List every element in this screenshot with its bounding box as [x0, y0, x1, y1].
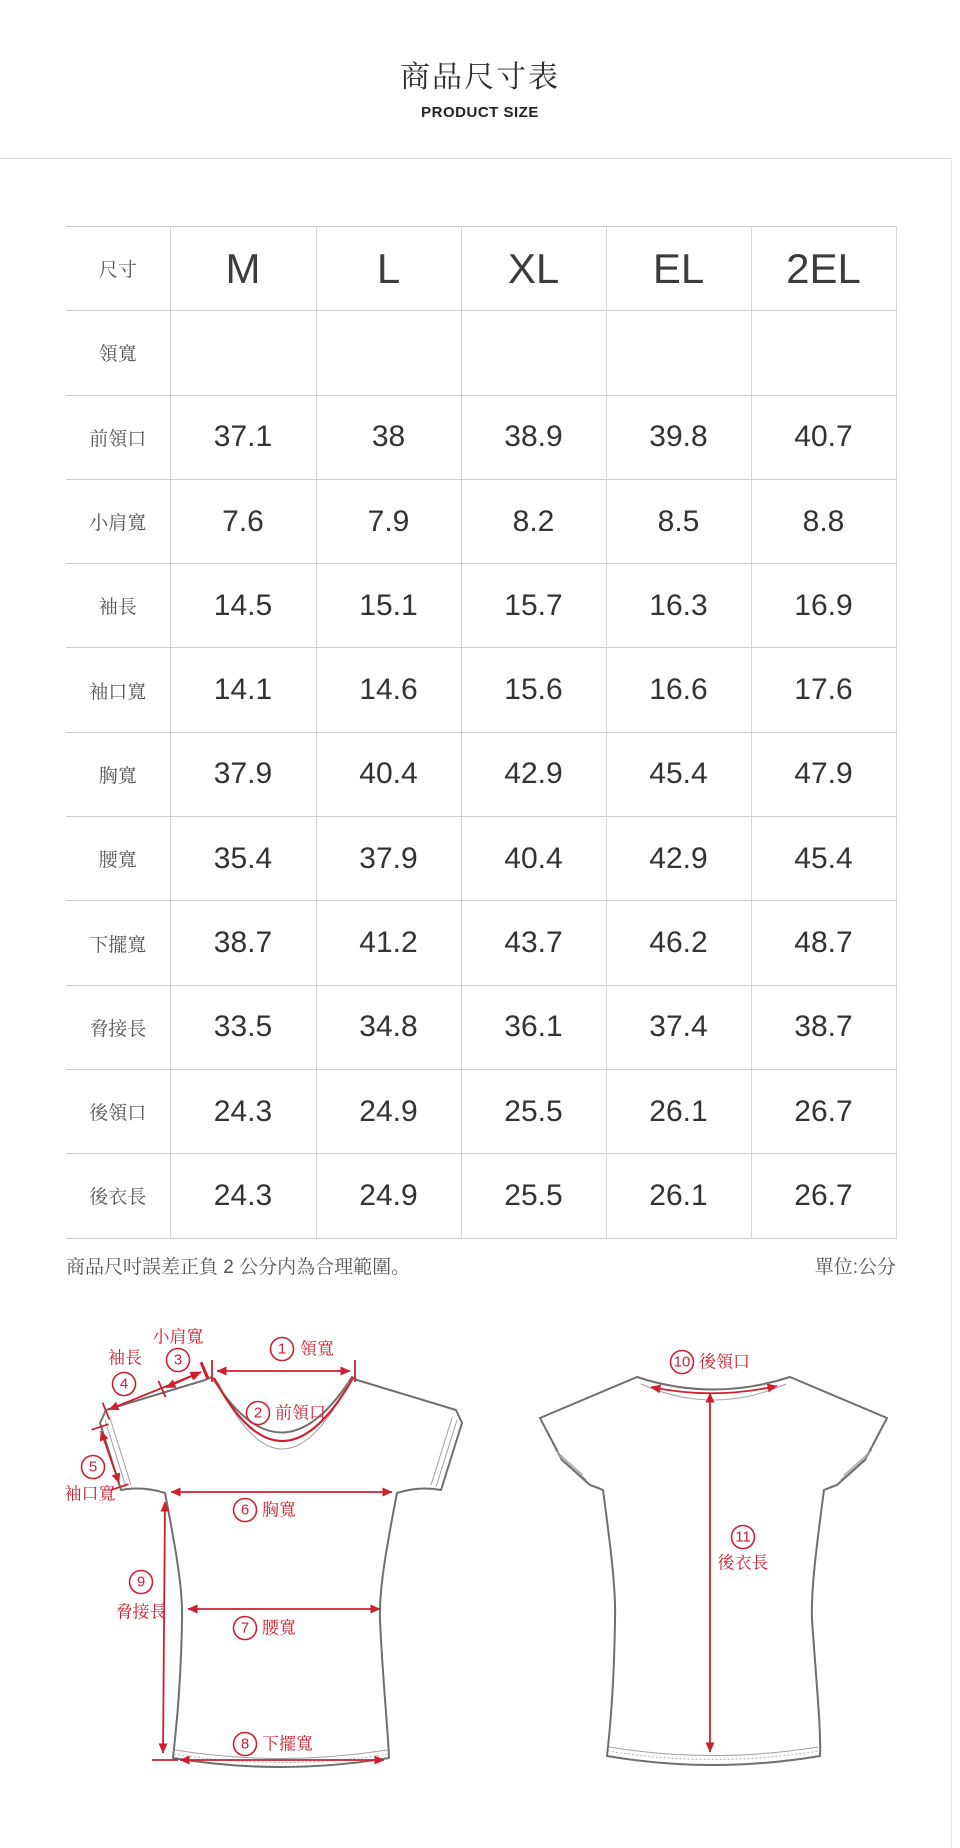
annotation-label: 胸寬: [262, 1500, 296, 1520]
measurement-value: 24.3: [170, 1154, 316, 1238]
measurement-value: 45.4: [606, 732, 751, 816]
annotation-label: 後領口: [699, 1352, 750, 1372]
size-row: [66, 564, 896, 648]
measurement-value: 26.1: [606, 1154, 751, 1238]
annotation-number: 5: [88, 1458, 98, 1476]
annotation-number: 7: [240, 1619, 250, 1637]
size-row: [66, 985, 896, 1069]
measurement-value: 40.4: [316, 732, 461, 816]
size-row: [66, 311, 896, 395]
measurement-value: 37.1: [170, 395, 316, 479]
measurement-value: 26.1: [606, 1069, 751, 1153]
annotation-label: 前領口: [275, 1403, 326, 1423]
annotation-number: 2: [253, 1404, 263, 1422]
tolerance-note: 商品尺吋誤差正負 2 公分内為合理範圍。: [66, 1257, 411, 1278]
measurement-label: 後衣長: [66, 1154, 170, 1238]
measurement-value: 34.8: [316, 985, 461, 1069]
page-subtitle: PRODUCT SIZE: [421, 104, 539, 121]
size-row: [66, 901, 896, 985]
size-row: [66, 1154, 896, 1238]
measurement-value: 8.2: [461, 479, 606, 563]
annotation-number: 1: [277, 1340, 287, 1358]
measurement-value: 8.8: [751, 479, 896, 563]
measurement-value: 16.3: [606, 564, 751, 648]
measurement-label: 下擺寬: [66, 901, 170, 985]
measurement-label: 腰寬: [66, 817, 170, 901]
measurement-value: 40.4: [461, 817, 606, 901]
measurement-value: 43.7: [461, 901, 606, 985]
measurement-value: 7.6: [170, 479, 316, 563]
measurement-value: 7.9: [316, 479, 461, 563]
size-header-row: [66, 227, 896, 311]
measurement-value: 33.5: [170, 985, 316, 1069]
measurement-value: [461, 311, 606, 395]
annotation-label: 領寬: [300, 1339, 334, 1359]
annotation-label: 下擺寬: [262, 1734, 313, 1754]
annotation-label: 後衣長: [717, 1553, 769, 1573]
annotation-number: 10: [673, 1353, 691, 1371]
measurement-value: 37.4: [606, 985, 751, 1069]
measurement-label: 脅接長: [66, 985, 170, 1069]
size-column-header: L: [316, 227, 461, 311]
measurement-value: 42.9: [461, 732, 606, 816]
measurement-value: 24.3: [170, 1069, 316, 1153]
size-diagram: [0, 1290, 960, 1848]
measurement-value: 41.2: [316, 901, 461, 985]
front-shirt-outline: [100, 1377, 462, 1767]
note-row: [66, 1252, 896, 1279]
annotation-number: 4: [119, 1375, 129, 1393]
measurement-value: 26.7: [751, 1154, 896, 1238]
measurement-value: 48.7: [751, 901, 896, 985]
measurement-value: 38.7: [170, 901, 316, 985]
annotation-number: 9: [136, 1573, 146, 1591]
size-row: [66, 817, 896, 901]
unit-note: 單位:公分: [814, 1257, 896, 1278]
measurement-value: 39.8: [606, 395, 751, 479]
measurement-value: 45.4: [751, 817, 896, 901]
measurement-value: [751, 311, 896, 395]
measurement-value: [606, 311, 751, 395]
measurement-value: 24.9: [316, 1154, 461, 1238]
measurement-label: 袖長: [66, 564, 170, 648]
measurement-value: 14.6: [316, 648, 461, 732]
measurement-value: 14.1: [170, 648, 316, 732]
measurement-label: 袖口寬: [66, 648, 170, 732]
annotation-number: 11: [735, 1528, 751, 1546]
annotation-label: 小肩寬: [152, 1327, 204, 1347]
size-row: [66, 1069, 896, 1153]
measurement-label: 後領口: [66, 1069, 170, 1153]
measurement-value: 16.6: [606, 648, 751, 732]
size-column-header: 2EL: [751, 227, 896, 311]
measurement-value: 46.2: [606, 901, 751, 985]
measurement-value: 16.9: [751, 564, 896, 648]
measurement-label: 領寬: [66, 311, 170, 395]
annotation-label: 脅接長: [115, 1602, 167, 1622]
size-row: [66, 732, 896, 816]
measurement-value: 14.5: [170, 564, 316, 648]
measurement-value: 15.1: [316, 564, 461, 648]
measurement-value: 47.9: [751, 732, 896, 816]
measurement-value: 42.9: [606, 817, 751, 901]
measurement-value: 40.7: [751, 395, 896, 479]
annotation-label: 腰寬: [262, 1618, 296, 1638]
measurement-value: 8.5: [606, 479, 751, 563]
measurement-value: 25.5: [461, 1069, 606, 1153]
annotation-number: 8: [240, 1735, 250, 1753]
page-title: 商品尺寸表: [400, 61, 560, 94]
size-row: [66, 479, 896, 563]
measurement-value: 38.9: [461, 395, 606, 479]
measurement-label: 前領口: [66, 395, 170, 479]
measurement-value: 15.6: [461, 648, 606, 732]
size-row: [66, 648, 896, 732]
measurement-value: 24.9: [316, 1069, 461, 1153]
measurement-value: 35.4: [170, 817, 316, 901]
measurement-value: 37.9: [170, 732, 316, 816]
measurement-label: 小肩寬: [66, 479, 170, 563]
annotation-neck-width: [212, 1338, 355, 1383]
size-table: [66, 226, 897, 1239]
measurement-value: 38: [316, 395, 461, 479]
size-column-header: EL: [606, 227, 751, 311]
measurement-value: 37.9: [316, 817, 461, 901]
size-row: [66, 395, 896, 479]
measurement-value: 38.7: [751, 985, 896, 1069]
measurement-label: 胸寬: [66, 732, 170, 816]
measurement-value: 17.6: [751, 648, 896, 732]
annotation-label: 袖口寬: [64, 1484, 116, 1504]
annotation-number: 3: [173, 1351, 183, 1369]
annotation-side-seam-length: [116, 1502, 179, 1760]
measurement-value: 36.1: [461, 985, 606, 1069]
measurement-value: [316, 311, 461, 395]
measurement-value: [170, 311, 316, 395]
measurement-value: 26.7: [751, 1069, 896, 1153]
measurement-value: 25.5: [461, 1154, 606, 1238]
measurement-value: 15.7: [461, 564, 606, 648]
annotation-number: 6: [240, 1501, 250, 1519]
size-column-header: XL: [461, 227, 606, 311]
annotation-label: 袖長: [108, 1348, 142, 1368]
header-divider: [0, 158, 951, 159]
size-table-body: [66, 227, 896, 1239]
back-shirt-outline: [540, 1377, 887, 1765]
size-column-header: M: [170, 227, 316, 311]
size-corner-label: 尺寸: [66, 227, 170, 311]
